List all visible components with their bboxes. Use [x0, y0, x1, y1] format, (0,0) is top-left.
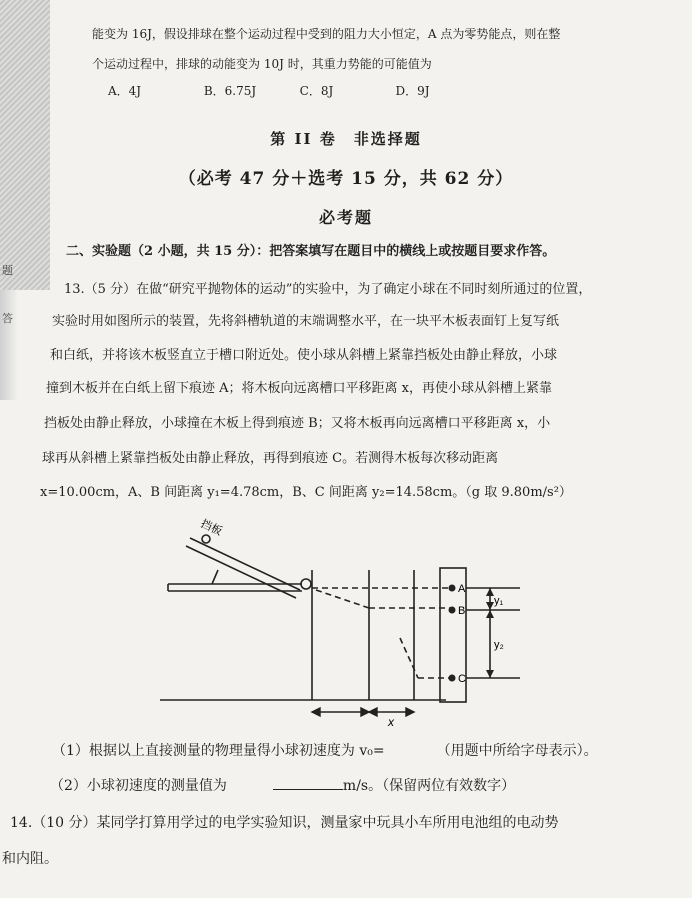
- binding-edge: [0, 290, 18, 400]
- label-baffle: 挡板: [198, 517, 224, 539]
- margin-char-1: 题: [2, 264, 13, 277]
- q12-option-d: D．9J: [395, 84, 430, 98]
- q13-line-4: 撞到木板并在白纸上留下痕迹 A；将木板向远离槽口平移距离 x，再使小球从斜槽上紧靠: [46, 381, 552, 396]
- q12-option-c: C．8J: [299, 84, 334, 98]
- q12-options: [108, 82, 487, 99]
- q13-sub1-suffix: （用题中所给字母表示）。: [436, 743, 598, 759]
- arrow-x-mid-right: [369, 708, 377, 716]
- section-title: 第 II 卷 非选择题: [270, 130, 422, 148]
- q13-sub1: [52, 740, 598, 760]
- trajectory-to-c: [400, 638, 418, 678]
- q12-option-a: A．4J: [108, 84, 142, 98]
- required-heading: 必考题: [318, 208, 373, 227]
- q13-sub2-suffix: m/s。（保留两位有效数字）: [342, 778, 516, 794]
- label-x: x: [388, 715, 394, 728]
- baffle-ball: [202, 535, 210, 543]
- q13-line-5: 挡板处由静止释放，小球撞在木板上得到痕迹 B；又将木板再向远离槽口平移距离 x，小: [44, 416, 551, 431]
- arrow-y1-top: [486, 588, 494, 596]
- q12-line-2: 个运动过程中，排球的动能变为 10J 时，其重力势能的可能值为: [92, 57, 432, 71]
- q12-line-1: 能变为 16J，假设排球在整个运动过程中受到的阻力大小恒定，A 点为零势能点，则在整: [92, 27, 561, 41]
- q12-option-b: B．6.75J: [203, 84, 257, 98]
- label-a: A: [458, 583, 466, 595]
- chute-upper-edge: [190, 538, 300, 590]
- q13-line-2: 实验时用如图所示的装置，先将斜槽轨道的末端调整水平，在一块平木板表面钉上复写纸: [52, 314, 560, 329]
- mark-c: [449, 675, 456, 682]
- margin-char-2: 答: [2, 312, 13, 325]
- label-y2: y₂: [494, 639, 504, 651]
- q13-sub1-prompt: （1）根据以上直接测量的物理量得小球初速度为 v₀=: [52, 743, 385, 759]
- mark-a: [449, 585, 456, 592]
- arrow-x-left: [312, 708, 320, 716]
- label-b: B: [458, 605, 466, 617]
- part2-heading: 二、实验题（2 小题，共 15 分）：把答案填写在题目中的横线上或按题目要求作答。: [66, 244, 556, 259]
- q13-sub2-prompt: （2）小球初速度的测量值为: [50, 778, 227, 794]
- support-leg: [212, 570, 218, 584]
- ball: [301, 579, 311, 589]
- q13-line-1: 13.（5 分）在做“研究平抛物体的运动”的实验中，为了确定小球在不同时刻所通过的位置，: [64, 282, 592, 297]
- arrow-x-right: [406, 708, 414, 716]
- q13-line-7: x=10.00cm，A、B 间距离 y₁=4.78cm，B、C 间距离 y₂=14.58cm。（g 取 9.80m/s²）: [40, 485, 572, 500]
- q13-sub2-answer-blank[interactable]: [273, 775, 343, 790]
- arrow-y2-top: [486, 610, 494, 618]
- mark-b: [449, 607, 456, 614]
- q13-sub2: [50, 775, 515, 795]
- q14-line-2: 和内阻。: [2, 851, 58, 867]
- section-subtitle: （必考 47 分＋选考 15 分，共 62 分）: [178, 169, 514, 189]
- trajectory-to-b: [316, 590, 369, 608]
- q13-line-3: 和白纸，并将该木板竖直立于槽口附近处。使小球从斜槽上紧靠挡板处由静止释放，小球: [50, 348, 558, 363]
- arrow-y2-bottom: [486, 670, 494, 678]
- arrow-y1-bottom: [486, 602, 494, 610]
- label-y1: y₁: [494, 595, 504, 607]
- label-c: C: [458, 673, 466, 685]
- q14-line-1: 14.（10 分）某同学打算用学过的电学实验知识，测量家中玩具小车所用电池组的电动势: [10, 815, 559, 831]
- q13-line-6: 球再从斜槽上紧靠挡板处由静止释放，再得到痕迹 C。若测得木板每次移动距离: [42, 451, 499, 466]
- apparatus-figure: [150, 508, 530, 728]
